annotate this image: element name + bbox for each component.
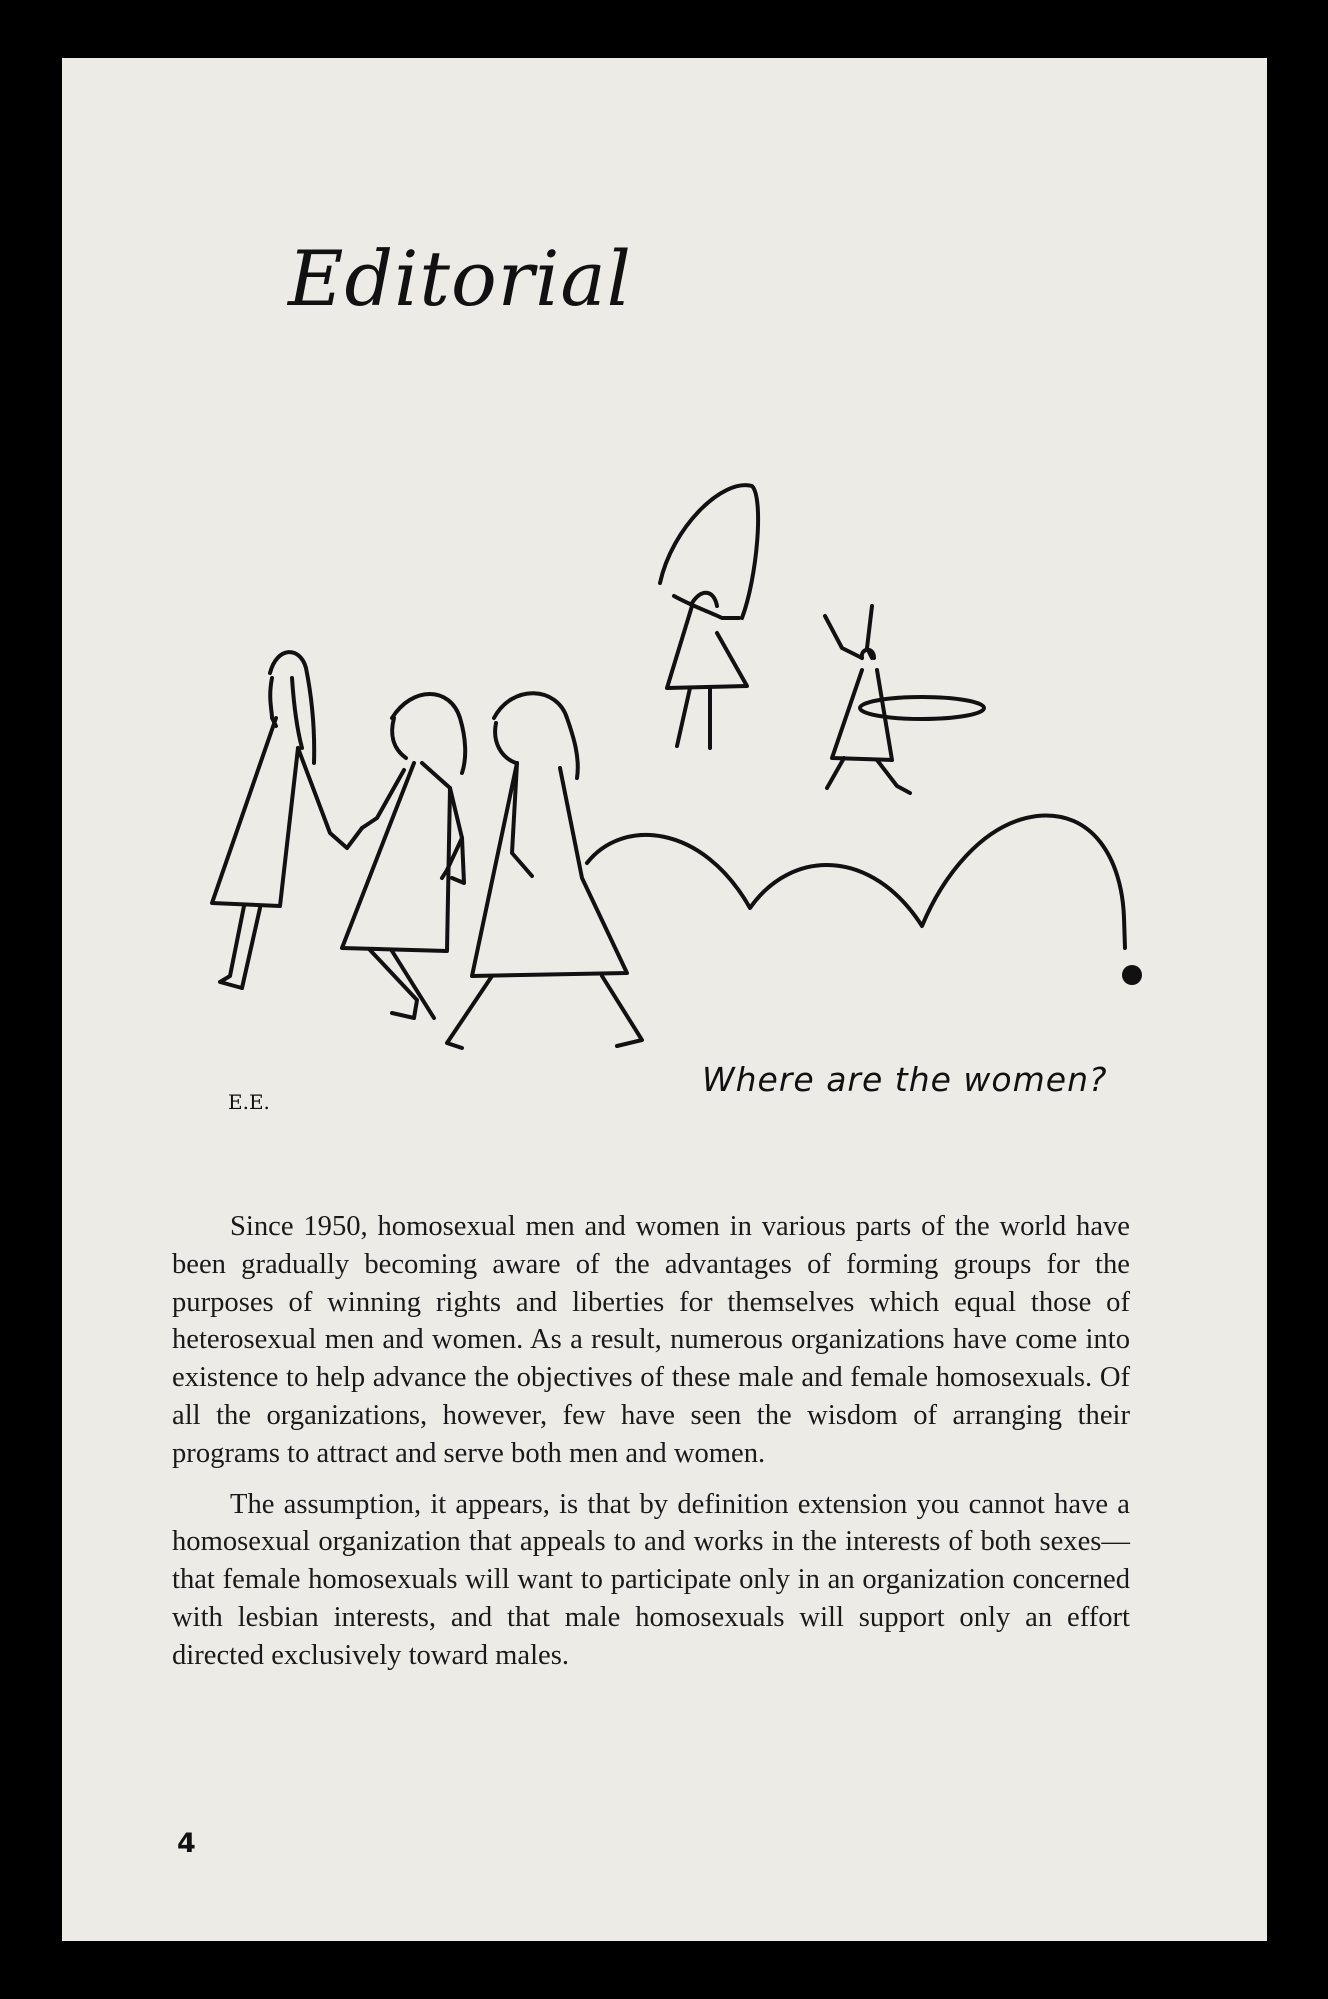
page-number: 4	[177, 1828, 196, 1859]
paragraph: Since 1950, homosexual men and women in various parts of the world have been gradually becoming aware of the advantages of forming groups for the purposes of winning rights and liberties for themselves which equal those of heterosexual men and women. As a result, numerous organizations have come into existence to help advance the objectives of these male and female homosexuals. Of all the organizations, however, few have seen the wisdom of arranging their programs to attract and serve both men and women.	[172, 1211, 1130, 1469]
hula-hoop-figure	[825, 606, 984, 793]
jump-rope-figure	[660, 485, 758, 748]
editorial-body	[172, 1208, 1130, 1688]
woman-figure-left	[212, 652, 362, 988]
paragraph: The assumption, it appears, is that by definition extension you cannot have a homosexual organization that appeals to and works in the interests of both sexes—that female homosexuals will want to participate only in an organization concerned with lesbian interests, and that male homosexuals will support only an effort directed exclusively toward males.	[172, 1488, 1130, 1671]
ball-trajectory	[587, 815, 1142, 985]
artist-signature: E.E.	[228, 1090, 270, 1114]
magazine-page	[62, 58, 1267, 1941]
woman-figure-front	[442, 693, 642, 1048]
page-title: Editorial	[288, 234, 632, 323]
woman-figure-middle	[342, 694, 465, 1018]
illustration-caption: Where are the women?	[702, 1060, 1108, 1099]
